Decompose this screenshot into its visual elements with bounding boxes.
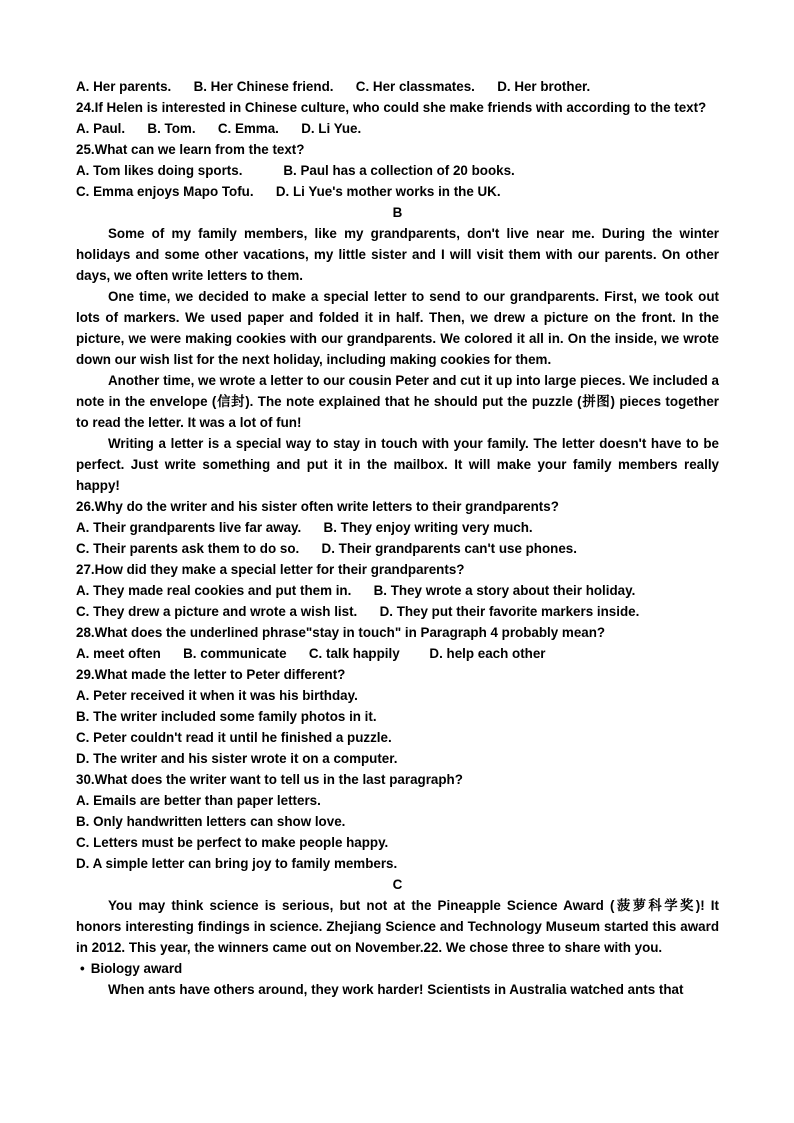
section-b-paragraph: Some of my family members, like my grandparents, don't live near me. During the winter holidays and some other vacations, my little sister and I will visit them with our parents. On other days, we often write letters to them.	[76, 226, 719, 283]
q29-option-c: C. Peter couldn't read it until he finished a puzzle.	[76, 730, 392, 745]
section-c-intro: You may think science is serious, but not at the Pineapple Science Award (菠萝科学奖)! It honors interesting findings in science. Zhejiang Science and Technology Museum started this award in 2012. This year, the winners came out on November.22. We chose three to share with you.	[76, 898, 719, 955]
q27-options-2: C. They drew a picture and wrote a wish list. D. They put their favorite markers inside.	[76, 604, 640, 619]
biology-award-label: Biology award	[90, 961, 183, 976]
q26-options-1: A. Their grandparents live far away. B. They enjoy writing very much.	[76, 520, 533, 535]
biology-award-text: When ants have others around, they work harder! Scientists in Australia watched ants that	[108, 982, 684, 997]
q29-stem: 29.What made the letter to Peter different?	[76, 667, 346, 682]
q25-options-1: A. Tom likes doing sports. B. Paul has a collection of 20 books.	[76, 163, 515, 178]
section-b-paragraph: Another time, we wrote a letter to our cousin Peter and cut it up into large pieces. We included a note in the envelope (信封). The note explained that he should put the puzzle (拼图) pieces together to read the letter. It was a lot of fun!	[76, 373, 719, 430]
q30-option-b: B. Only handwritten letters can show love.	[76, 814, 346, 829]
section-c-heading: C	[392, 877, 403, 892]
section-b-heading: B	[392, 205, 403, 220]
q25-stem: 25.What can we learn from the text?	[76, 142, 305, 157]
q30-option-a: A. Emails are better than paper letters.	[76, 793, 321, 808]
biology-award-heading	[76, 958, 719, 979]
q30-option-c: C. Letters must be perfect to make people happy.	[76, 835, 389, 850]
q30-option-d: D. A simple letter can bring joy to family members.	[76, 856, 398, 871]
section-b-paragraph: One time, we decided to make a special letter to send to our grandparents. First, we took out lots of markers. We used paper and folded it in half. Then, we drew a picture on the front. In the picture, we were making cookies with our grandparents. We colored it all in. On the inside, we wrote down our wish list for the next holiday, including making cookies for them.	[76, 289, 719, 367]
q28-options: A. meet often B. communicate C. talk happily D. help each other	[76, 646, 546, 661]
section-b-paragraph: Writing a letter is a special way to stay in touch with your family. The letter doesn't have to be perfect. Just write something and put it in the mailbox. It will make your family members really happy!	[76, 436, 719, 493]
bullet-icon: •	[80, 961, 85, 976]
q26-stem: 26.Why do the writer and his sister often write letters to their grandparents?	[76, 499, 559, 514]
q27-stem: 27.How did they make a special letter for their grandparents?	[76, 562, 465, 577]
q30-stem: 30.What does the writer want to tell us in the last paragraph?	[76, 772, 463, 787]
document-page	[76, 76, 719, 1000]
q26-options-2: C. Their parents ask them to do so. D. Their grandparents can't use phones.	[76, 541, 577, 556]
q24-options: A. Paul. B. Tom. C. Emma. D. Li Yue.	[76, 121, 362, 136]
q27-options-1: A. They made real cookies and put them in. B. They wrote a story about their holiday.	[76, 583, 636, 598]
q29-option-a: A. Peter received it when it was his birthday.	[76, 688, 358, 703]
q28-stem: 28.What does the underlined phrase"stay in touch" in Paragraph 4 probably mean?	[76, 625, 606, 640]
q29-option-b: B. The writer included some family photos in it.	[76, 709, 377, 724]
q24-stem: 24.If Helen is interested in Chinese culture, who could she make friends with according to the text?	[76, 100, 707, 115]
q29-option-d: D. The writer and his sister wrote it on a computer.	[76, 751, 398, 766]
q25-options-2: C. Emma enjoys Mapo Tofu. D. Li Yue's mother works in the UK.	[76, 184, 501, 199]
q23-options: A. Her parents. B. Her Chinese friend. C. Her classmates. D. Her brother.	[76, 79, 591, 94]
